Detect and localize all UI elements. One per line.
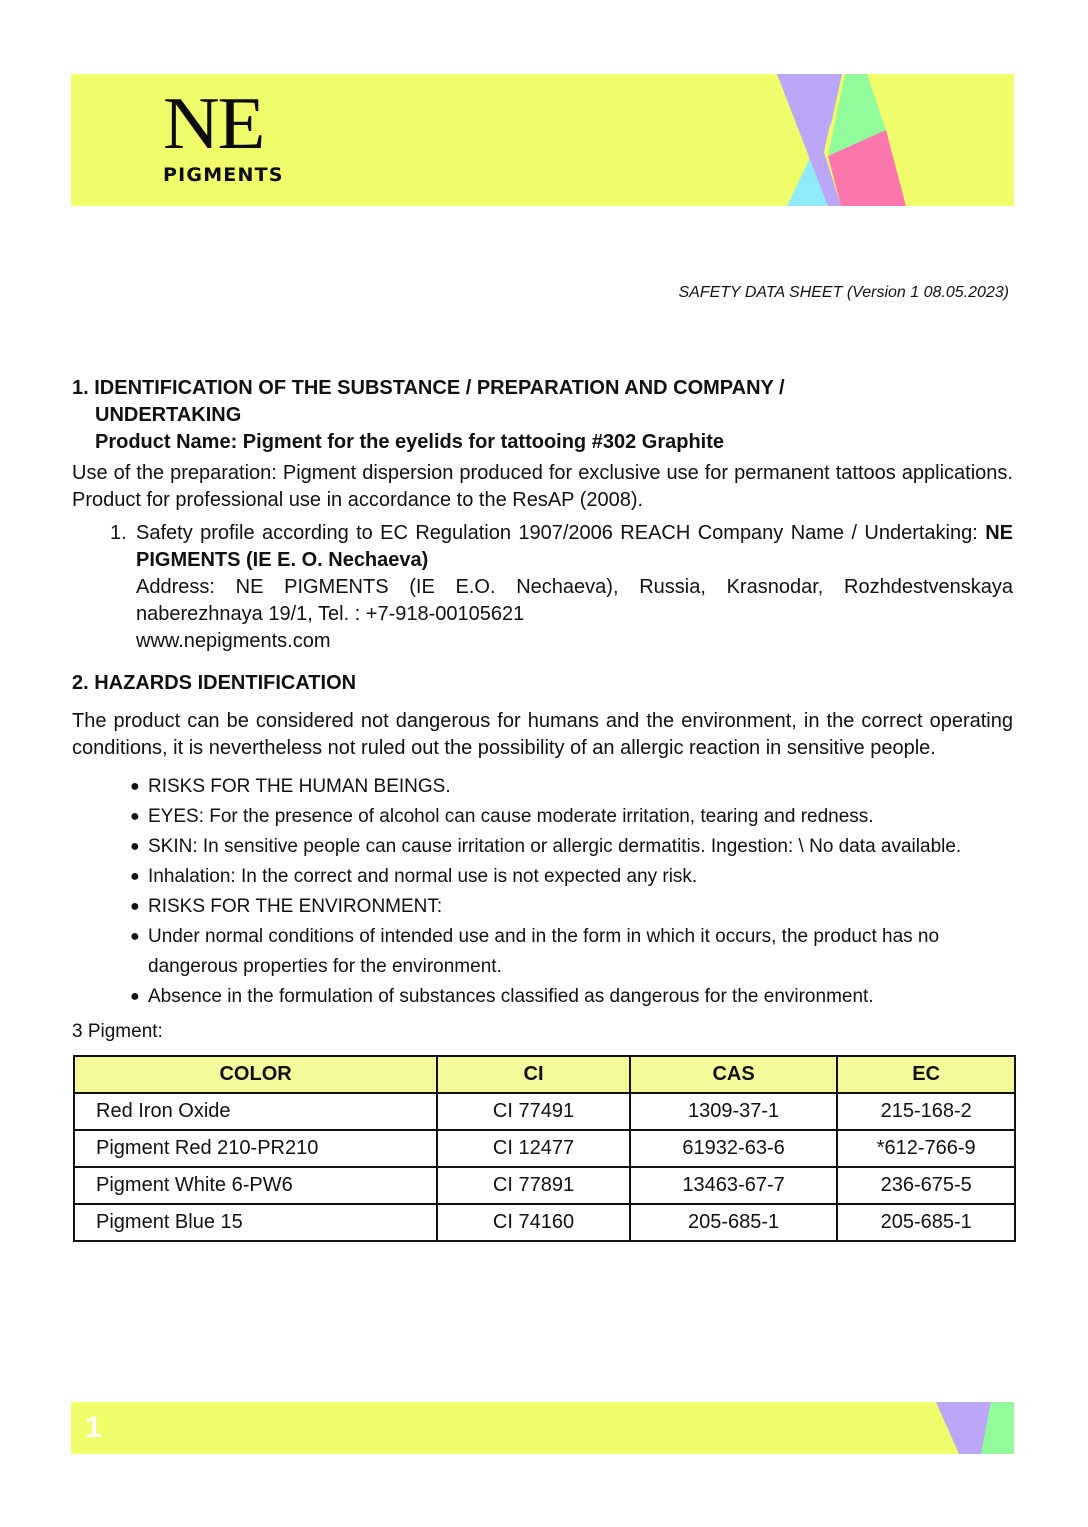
section2-heading: 2. HAZARDS IDENTIFICATION bbox=[72, 672, 357, 694]
bullet-icon: ● bbox=[130, 988, 140, 1005]
bullet-icon: ● bbox=[130, 838, 140, 855]
cell-ec: *612-766-9 bbox=[837, 1130, 1015, 1167]
cell-ec: 215-168-2 bbox=[837, 1093, 1015, 1130]
cell-ec: 236-675-5 bbox=[837, 1167, 1015, 1204]
cell-cas: 1309-37-1 bbox=[630, 1093, 838, 1130]
cell-cas: 61932-63-6 bbox=[630, 1130, 838, 1167]
bullet-text: RISKS FOR THE HUMAN BEINGS. bbox=[148, 776, 451, 797]
bullet-text: SKIN: In sensitive people can cause irritation or allergic dermatitis. Ingestion: \ No data available. bbox=[148, 836, 962, 857]
bullet-text: RISKS FOR THE ENVIRONMENT: bbox=[148, 896, 443, 917]
table-row bbox=[74, 1167, 1015, 1204]
page-number: 1 bbox=[85, 1411, 102, 1444]
cell-color: Pigment White 6-PW6 bbox=[74, 1167, 437, 1204]
list-item bbox=[130, 832, 1013, 862]
bullet-icon: ● bbox=[130, 778, 140, 795]
section1-title-line1: 1. IDENTIFICATION OF THE SUBSTANCE / PREPARATION AND COMPANY / bbox=[72, 377, 785, 399]
cell-color: Red Iron Oxide bbox=[74, 1093, 437, 1130]
pigment-label: 3 Pigment: bbox=[72, 1021, 163, 1042]
column-header-color: COLOR bbox=[74, 1056, 437, 1093]
company-address: Address: NE PIGMENTS (IE E.O. Nechaeva), Russia, Krasnodar, Rozhdestvenskaya naberezhnaya 19/1, Tel. : +7-918-00105621 bbox=[136, 576, 1013, 625]
document-body bbox=[72, 375, 1013, 1242]
list-item bbox=[130, 862, 1013, 892]
list-item bbox=[110, 520, 1013, 655]
safety-profile-text: Safety profile according to EC Regulation 1907/2006 REACH Company Name / Undertaking: bbox=[136, 522, 986, 544]
list-item bbox=[130, 922, 1013, 982]
cell-ci: CI 77891 bbox=[437, 1167, 630, 1204]
column-header-ci: CI bbox=[437, 1056, 630, 1093]
decorative-shapes-icon bbox=[71, 74, 1014, 206]
cell-color: Pigment Blue 15 bbox=[74, 1204, 437, 1241]
pigment-table bbox=[73, 1055, 1016, 1242]
bullet-icon: ● bbox=[130, 898, 140, 915]
hazards-intro: The product can be considered not dangerous for humans and the environment, in the correct operating conditions, it is nevertheless not ruled out the possibility of an allergic reaction in sensitive people. bbox=[72, 710, 1013, 759]
use-of-preparation: Use of the preparation: Pigment dispersion produced for exclusive use for permanent tattoos applications. Product for professional use in accordance to the ResAP (2008). bbox=[72, 462, 1013, 511]
cell-ci: CI 74160 bbox=[437, 1204, 630, 1241]
cell-color: Pigment Red 210-PR210 bbox=[74, 1130, 437, 1167]
cell-cas: 205-685-1 bbox=[630, 1204, 838, 1241]
list-item bbox=[130, 982, 1013, 1012]
column-header-ec: EC bbox=[837, 1056, 1015, 1093]
header-banner bbox=[71, 74, 1014, 206]
logo-ne-text: NE bbox=[163, 83, 264, 165]
table-row bbox=[74, 1093, 1015, 1130]
cell-ci: CI 77491 bbox=[437, 1093, 630, 1130]
cell-ci: CI 12477 bbox=[437, 1130, 630, 1167]
bullet-text: Absence in the formulation of substances classified as dangerous for the environment. bbox=[148, 986, 874, 1007]
table-row bbox=[74, 1204, 1015, 1241]
bullet-icon: ● bbox=[130, 928, 140, 945]
logo-pigments-text: PIGMENTS bbox=[163, 164, 284, 186]
website-link[interactable]: www.nepigments.com bbox=[136, 630, 331, 652]
bullet-text: EYES: For the presence of alcohol can cause moderate irritation, tearing and redness. bbox=[148, 806, 874, 827]
product-name: Product Name: Pigment for the eyelids for tattooing #302 Graphite bbox=[95, 431, 724, 453]
bullet-text: Under normal conditions of intended use and in the form in which it occurs, the product has no dangerous properties for the environment. bbox=[148, 926, 940, 977]
footer-banner bbox=[71, 1402, 1014, 1454]
section1-heading bbox=[72, 375, 1013, 456]
bullet-text: Inhalation: In the correct and normal use is not expected any risk. bbox=[148, 866, 698, 887]
list-item bbox=[130, 772, 1013, 802]
cell-cas: 13463-67-7 bbox=[630, 1167, 838, 1204]
table-header-row bbox=[74, 1056, 1015, 1093]
list-item bbox=[130, 892, 1013, 922]
column-header-cas: CAS bbox=[630, 1056, 838, 1093]
bullet-icon: ● bbox=[130, 868, 140, 885]
list-number: 1. bbox=[110, 522, 127, 544]
list-item bbox=[130, 802, 1013, 832]
footer-decorative-shapes-icon bbox=[71, 1402, 1014, 1454]
hazard-bullets bbox=[130, 772, 1013, 1012]
company-name: NE PIGMENTS (IE E. O. Nechaeva) bbox=[136, 522, 1013, 571]
section1-list bbox=[110, 520, 1013, 655]
table-row bbox=[74, 1130, 1015, 1167]
document-version: SAFETY DATA SHEET (Version 1 08.05.2023) bbox=[678, 284, 1009, 301]
cell-ec: 205-685-1 bbox=[837, 1204, 1015, 1241]
bullet-icon: ● bbox=[130, 808, 140, 825]
section1-title-line2: UNDERTAKING bbox=[95, 404, 242, 426]
